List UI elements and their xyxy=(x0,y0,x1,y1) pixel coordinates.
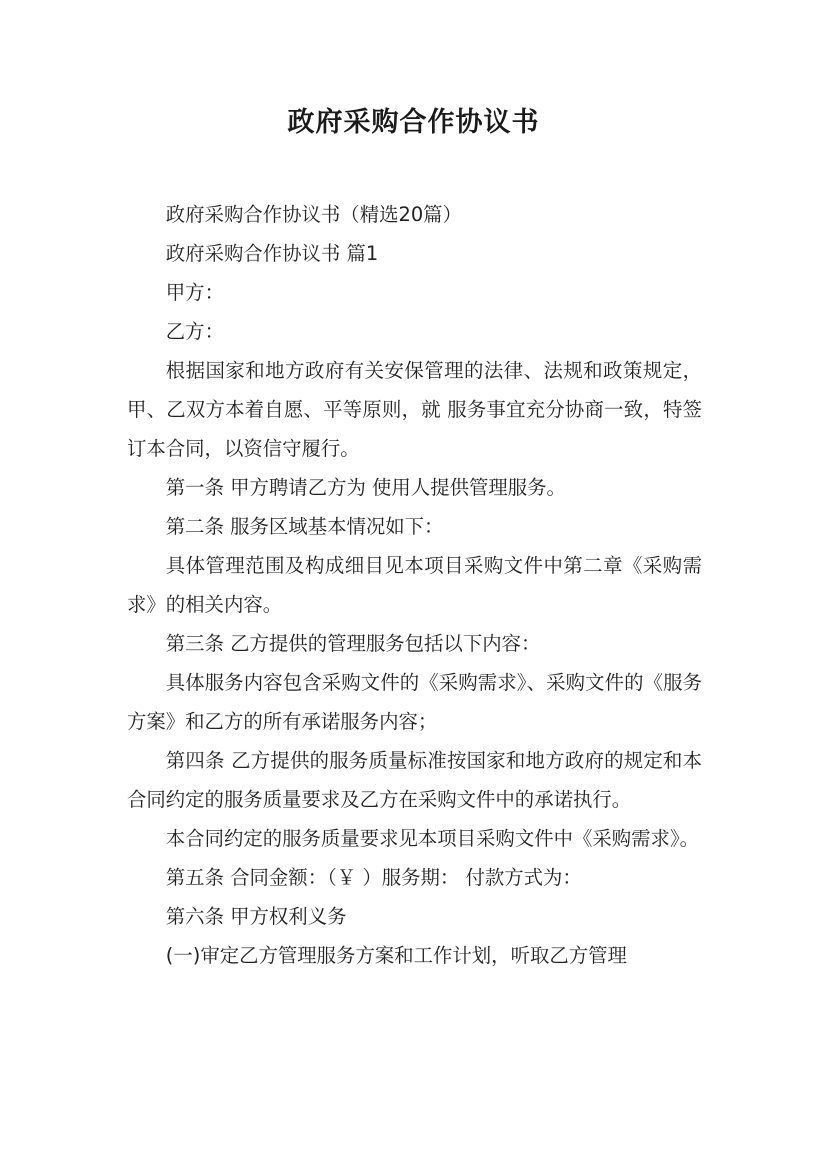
paragraph-quality: 本合同约定的服务质量要求见本项目采购文件中《采购需求》。 xyxy=(165,827,700,850)
paragraph-service-content: 具体服务内容包含采购文件的《采购需求》、采购文件的《服务方案》和乙方的所有承诺服务内容； xyxy=(127,671,702,733)
paragraph-clause-1: (一)审定乙方管理服务方案和工作计划，听取乙方管理 xyxy=(165,944,627,967)
paragraph-article-4: 第四条 乙方提供的服务质量标准按国家和地方政府的规定和本合同约定的服务质量要求及乙方在采购文件中的承诺执行。 xyxy=(127,749,702,811)
paragraph-article-3: 第三条 乙方提供的管理服务包括以下内容： xyxy=(165,632,541,655)
paragraph-article-1: 第一条 甲方聘请乙方为 使用人提供管理服务。 xyxy=(165,476,566,499)
paragraph-article-6: 第六条 甲方权利义务 xyxy=(165,905,347,928)
document-title: 政府采购合作协议书 xyxy=(287,107,540,138)
paragraph-article-2: 第二条 服务区域基本情况如下： xyxy=(165,515,444,538)
paragraph-subtitle: 政府采购合作协议书（精选20篇） xyxy=(165,203,462,226)
paragraph-section-heading: 政府采购合作协议书 篇1 xyxy=(165,242,379,265)
paragraph-party-a: 甲方： xyxy=(165,281,224,304)
document-body xyxy=(127,195,702,975)
paragraph-party-b: 乙方： xyxy=(165,320,224,343)
paragraph-preamble: 根据国家和地方政府有关安保管理的法律、法规和政策规定，甲、乙双方本着自愿、平等原则，就 服务事宜充分协商一致，特签订本合同，以资信守履行。 xyxy=(127,359,702,460)
paragraph-scope: 具体管理范围及构成细目见本项目采购文件中第二章《采购需求》的相关内容。 xyxy=(127,554,702,616)
paragraph-article-5: 第五条 合同金额：（￥ ）服务期： 付款方式为： xyxy=(165,866,582,889)
